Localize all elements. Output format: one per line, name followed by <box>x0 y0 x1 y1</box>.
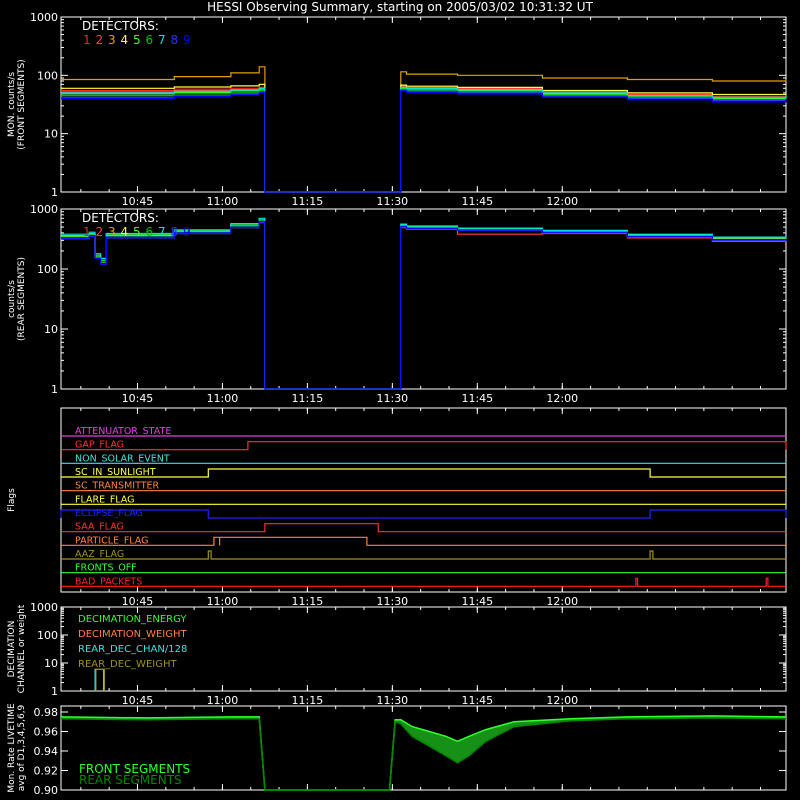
rear-series-7 <box>61 218 786 389</box>
flags-xtick-label: 12:00 <box>546 595 579 608</box>
decimation-xtick-label: 11:15 <box>291 694 324 707</box>
front-legend-entry: 5 <box>133 33 141 47</box>
rear-series-3 <box>61 222 786 390</box>
rear-series-4 <box>61 221 786 389</box>
rear-legend-entry: 6 <box>145 225 154 239</box>
rear-ylabel: counts/s <box>7 280 17 318</box>
decimation-legend-entry: REAR_DEC_WEIGHT <box>78 659 177 670</box>
rear-legend-entry: 7 <box>158 225 166 239</box>
flag-label: NON_SOLAR_EVENT <box>75 453 170 465</box>
rear-ytick-label: 10 <box>44 323 58 336</box>
livetime-ytick-label: 0.90 <box>33 784 58 797</box>
rear-legend-entry: 8 <box>170 225 179 239</box>
rear-legend-entry: 4 <box>120 225 129 239</box>
decimation-xtick-label: 11:00 <box>206 694 239 707</box>
rear-ylabel: (REAR SEGMENTS) <box>17 256 27 342</box>
rear-xtick-label: 11:15 <box>291 392 324 405</box>
front-legend-title: DETECTORS: <box>82 19 159 33</box>
flags-xtick-label: 11:00 <box>206 595 239 608</box>
decimation-xtick-label: 10:45 <box>121 694 154 707</box>
flags-xtick-label: 11:45 <box>461 595 494 608</box>
livetime-legend-entry: FRONT SEGMENTS <box>79 762 191 776</box>
front-xtick-label: 11:00 <box>206 195 239 208</box>
decimation-ytick-label: 10 <box>44 657 58 670</box>
flag-label: SC_IN_SUNLIGHT <box>75 467 156 478</box>
front-legend-entry: 7 <box>158 33 166 47</box>
front-series-2 <box>61 86 786 192</box>
flag-label: FRONTS_OFF <box>75 562 137 574</box>
front-legend-entry: 9 <box>183 33 191 47</box>
front-legend-entry: 4 <box>120 33 129 47</box>
front-series-1 <box>61 87 786 192</box>
decimation-ylabel: DECIMATION <box>7 620 17 678</box>
front-ytick-label: 1000 <box>30 11 58 24</box>
livetime-legend-entry: REAR SEGMENTS <box>79 773 182 787</box>
flag-label: AAZ_FLAG <box>75 549 125 560</box>
flags-xtick-label: 11:15 <box>291 595 324 608</box>
front-ytick-label: 1 <box>51 186 58 199</box>
front-series-7 <box>61 87 786 192</box>
front-series-6 <box>61 89 786 192</box>
front-xtick-label: 11:15 <box>291 195 324 208</box>
flag-line-saa_flag <box>61 521 786 533</box>
rear-xtick-label: 11:30 <box>376 392 409 405</box>
front-series-5 <box>61 88 786 192</box>
front-legend-entry: 2 <box>95 33 104 47</box>
rear-xtick-label: 12:00 <box>546 392 579 405</box>
front-ylabel: (FRONT SEGMENTS) <box>17 59 27 150</box>
flag-label: ATTENUATOR_STATE <box>75 426 172 437</box>
front-xtick-label: 12:00 <box>546 195 579 208</box>
rear-series-5 <box>61 220 786 389</box>
rear-legend-entry: 5 <box>133 225 141 239</box>
livetime-ytick-label: 0.94 <box>33 745 58 758</box>
flag-label: PARTICLE_FLAG <box>75 535 149 547</box>
flags-ylabel: Flags <box>7 488 17 512</box>
flag-label: GAP_FLAG <box>75 439 125 451</box>
flag-line-sc_in_sunlight <box>61 469 786 477</box>
decimation-ylabel: CHANNEL or weight <box>17 604 27 694</box>
decimation-xtick-label: 12:00 <box>546 694 579 707</box>
flags-xtick-label: 10:45 <box>121 595 154 608</box>
front-ylabel: MON. counts/s <box>7 71 17 138</box>
flag-label: BAD_PACKETS <box>75 576 143 588</box>
decimation-ytick-label: 1 <box>51 685 58 698</box>
flag-label: ECLIPSE_FLAG <box>75 508 143 519</box>
rear-ytick-label: 100 <box>37 263 58 276</box>
rear-xtick-label: 11:45 <box>461 392 494 405</box>
rear-series-8 <box>61 222 786 389</box>
rear-series-6 <box>61 221 786 389</box>
livetime-ylabel: avg of D1,3,4,5,6,9 <box>17 704 27 792</box>
rear-xtick-label: 11:00 <box>206 392 239 405</box>
decimation-legend-entry: DECIMATION_WEIGHT <box>78 629 187 640</box>
front-legend-entry: 3 <box>108 33 116 47</box>
rear-series-1 <box>61 222 786 389</box>
rear-xtick-label: 10:45 <box>121 392 154 405</box>
rear-series-2 <box>61 223 786 389</box>
rear-legend-title: DETECTORS: <box>82 211 159 225</box>
flags-xtick-label: 11:30 <box>376 595 409 608</box>
front-series-8 <box>61 90 786 192</box>
front-series-4 <box>61 84 786 192</box>
decimation-legend-entry: REAR_DEC_CHAN/128 <box>78 644 188 655</box>
front-ytick-label: 10 <box>44 127 58 141</box>
rear-legend-entry: 2 <box>95 225 104 239</box>
decimation-xtick-label: 11:30 <box>376 694 409 707</box>
decimation-xtick-label: 11:45 <box>461 694 494 707</box>
front-xtick-label: 11:30 <box>376 195 409 208</box>
flag-line-aaz_flag <box>61 551 786 559</box>
chart-title: HESSI Observing Summary, starting on 2005/03/02 10:31:32 UT <box>207 0 593 14</box>
front-series-3 <box>61 67 786 192</box>
flag-line-gap_flag <box>61 439 786 451</box>
livetime-ytick-label: 0.96 <box>33 725 58 739</box>
decimation-ytick-label: 1000 <box>30 601 58 614</box>
rear-legend-entry: 1 <box>83 225 91 239</box>
front-xtick-label: 11:45 <box>461 195 494 208</box>
flag-line-eclipse_flag <box>61 510 786 518</box>
rear-ytick-label: 1000 <box>30 203 58 216</box>
livetime-ytick-label: 0.98 <box>33 706 58 719</box>
front-xtick-label: 10:45 <box>121 195 154 208</box>
rear-ytick-label: 1 <box>51 383 58 396</box>
decimation-ytick-label: 100 <box>37 629 58 642</box>
front-legend-entry: 1 <box>83 33 91 47</box>
rear-legend-entry: 3 <box>108 225 116 239</box>
flag-label: SC_TRANSMITTER <box>75 480 160 492</box>
front-legend-entry: 6 <box>145 33 154 47</box>
livetime-ylabel: Mon. Rate LIVETIME <box>7 703 17 793</box>
livetime-ytick-label: 0.92 <box>33 764 58 778</box>
rear-series-9 <box>61 222 786 390</box>
front-ytick-label: 100 <box>37 69 58 83</box>
rear-legend-entry: 9 <box>183 225 191 239</box>
flag-label: FLARE_FLAG <box>75 494 135 506</box>
front-legend-entry: 8 <box>170 33 179 47</box>
front-series-9 <box>61 91 786 192</box>
flag-line-particle_flag <box>61 537 786 545</box>
flag-line-bad_packets <box>61 578 786 586</box>
flag-label: SAA_FLAG <box>75 521 124 533</box>
decimation-legend-entry: DECIMATION_ENERGY <box>78 614 187 625</box>
